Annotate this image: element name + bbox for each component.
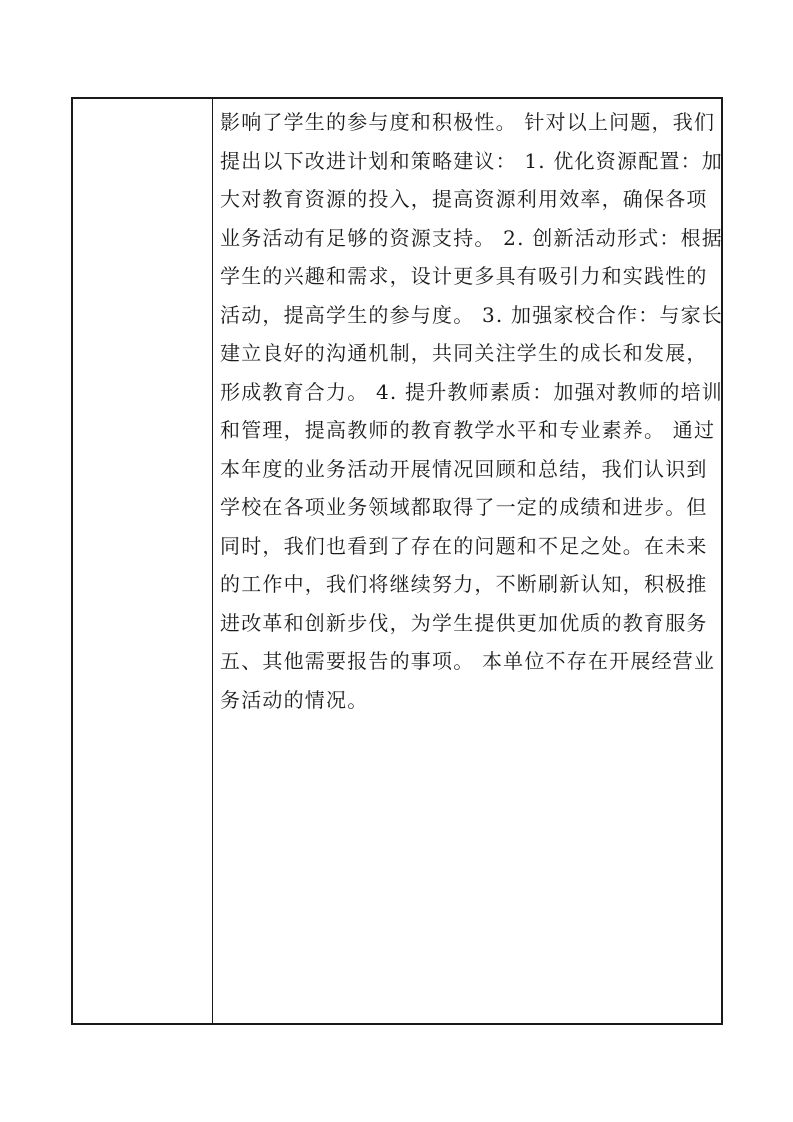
- label-cell: [73, 99, 213, 1023]
- text-line: 大对教育资源的投入，提高资源利用效率，确保各项: [220, 187, 708, 211]
- body-text: [220, 103, 723, 719]
- text-line: 本年度的业务活动开展情况回顾和总结，我们认识到: [220, 456, 708, 481]
- text-line: 务活动的情况。: [220, 687, 369, 712]
- text-line: 学生的兴趣和需求，设计更多具有吸引力和实践性的: [220, 264, 708, 288]
- text-line: 提出以下改进计划和策略建议： 1. 优化资源配置：加: [220, 148, 723, 173]
- text-line: 业务活动有足够的资源支持。 2. 创新活动形式：根据: [220, 225, 723, 250]
- text-line: 五、其他需要报告的事项。 本单位不存在开展经营业: [220, 649, 716, 673]
- content-cell: [213, 99, 727, 1023]
- text-line: 形成教育合力。 4. 提升教师素质：加强对教师的培训: [220, 379, 723, 404]
- text-line: 和管理，提高教师的教育教学水平和专业素养。 通过: [220, 418, 716, 442]
- text-line: 建立良好的沟通机制，共同关注学生的成长和发展，: [220, 341, 708, 365]
- text-line: 影响了学生的参与度和积极性。 针对以上问题，我们: [220, 110, 716, 134]
- text-line: 学校在各项业务领域都取得了一定的成绩和进步。但: [220, 495, 708, 519]
- text-line: 同时，我们也看到了存在的问题和不足之处。在未来: [220, 533, 708, 558]
- text-line: 进改革和创新步伐，为学生提供更加优质的教育服务: [220, 610, 708, 635]
- text-line: 活动，提高学生的参与度。 3. 加强家校合作：与家长: [220, 302, 723, 327]
- text-line: 的工作中，我们将继续努力，不断刷新认知，积极推: [220, 572, 708, 596]
- report-table: [71, 97, 723, 1025]
